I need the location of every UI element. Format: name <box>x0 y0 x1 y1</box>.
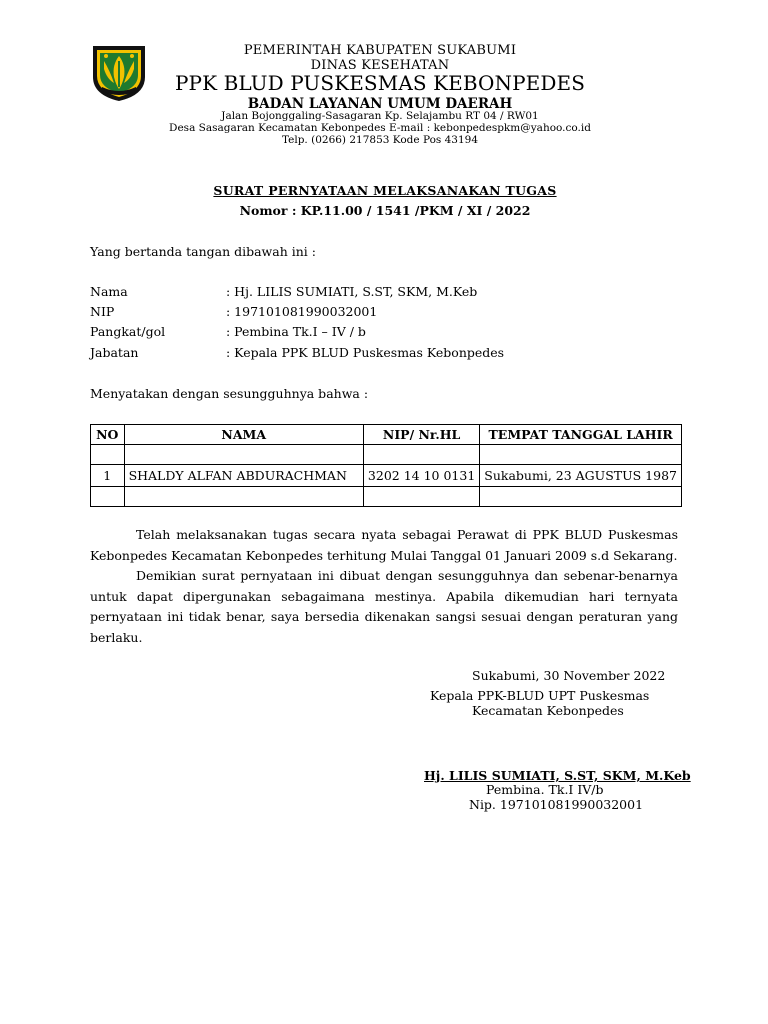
field-value-nip: : 197101081990032001 <box>226 304 378 319</box>
signature-position-line1: Kepala PPK-BLUD UPT Puskesmas <box>430 688 650 703</box>
table-cell-nip: 3202 14 10 0131 <box>363 465 479 487</box>
header-government: PEMERINTAH KABUPATEN SUKABUMI <box>243 43 517 58</box>
field-label-name: Nama <box>90 284 128 299</box>
table-row-empty <box>91 445 682 465</box>
field-value-position: : Kepala PPK BLUD Puskesmas Kebonpedes <box>226 345 505 360</box>
field-label-rank: Pangkat/gol <box>90 324 166 339</box>
table-cell-no: 1 <box>91 465 125 487</box>
signature-rank: Pembina. Tk.I IV/b <box>486 782 604 797</box>
personnel-table <box>90 424 682 507</box>
header-department: DINAS KESEHATAN <box>310 58 450 73</box>
field-label-nip: NIP <box>90 304 115 319</box>
table-row <box>91 465 682 487</box>
field-label-position: Jabatan <box>90 345 139 360</box>
header-phone-postal: Telp. (0266) 217853 Kode Pos 43194 <box>281 134 479 146</box>
statement-text: Menyatakan dengan sesungguhnya bahwa : <box>90 386 369 401</box>
table-cell-name: SHALDY ALFAN ABDURACHMAN <box>124 465 363 487</box>
table-header-birth: TEMPAT TANGGAL LAHIR <box>480 425 682 445</box>
signature-position-line2: Kecamatan Kebonpedes <box>472 703 624 718</box>
table-cell-birth: Sukabumi, 23 AGUSTUS 1987 <box>480 465 682 487</box>
table-header-no: NO <box>91 425 125 445</box>
header-institution: PPK BLUD PUSKESMAS KEBONPEDES <box>174 71 586 95</box>
field-value-rank: : Pembina Tk.I – IV / b <box>226 324 366 339</box>
paragraph-closing: Demikian surat pernyataan ini dibuat dengan sesungguhnya dan sebenar-benarnya untuk dapat dipergunakan sebagaimana mestinya. Apabila dikemudian hari ternyata pernyataan ini tidak benar, saya bersedia dikenakan sangsi sesuai dengan peraturan yang berlaku. <box>90 568 678 645</box>
paragraph-duty: Telah melaksanakan tugas secara nyata sebagai Perawat di PPK BLUD Puskesmas Kebonpedes Kecamatan Kebonpedes terhitung Mulai Tanggal 01 Januari 2009 s.d Sekarang. <box>90 527 678 563</box>
field-value-name: : Hj. LILIS SUMIATI, S.ST, SKM, M.Keb <box>226 284 478 299</box>
intro-text: Yang bertanda tangan dibawah ini : <box>90 244 316 259</box>
header-address-street: Jalan Bojonggaling-Sasagaran Kp. Selajambu RT 04 / RW01 <box>221 110 539 122</box>
table-header-nip: NIP/ Nr.HL <box>363 425 479 445</box>
header-agency-type: BADAN LAYANAN UMUM DAERAH <box>247 96 513 112</box>
table-header-row <box>91 425 682 445</box>
table-header-name: NAMA <box>124 425 363 445</box>
header-address-village-email: Desa Sasagaran Kecamatan Kebonpedes E-mail : kebonpedespkm@yahoo.co.id <box>169 122 591 134</box>
signature-place-date: Sukabumi, 30 November 2022 <box>472 668 666 683</box>
signature-nip: Nip. 197101081990032001 <box>469 797 644 812</box>
table-row-empty <box>91 487 682 507</box>
signature-name: Hj. LILIS SUMIATI, S.ST, SKM, M.Keb <box>424 768 691 783</box>
document-title: SURAT PERNYATAAN MELAKSANAKAN TUGAS <box>213 183 557 198</box>
document-number: Nomor : KP.11.00 / 1541 /PKM / XI / 2022 <box>239 203 531 218</box>
